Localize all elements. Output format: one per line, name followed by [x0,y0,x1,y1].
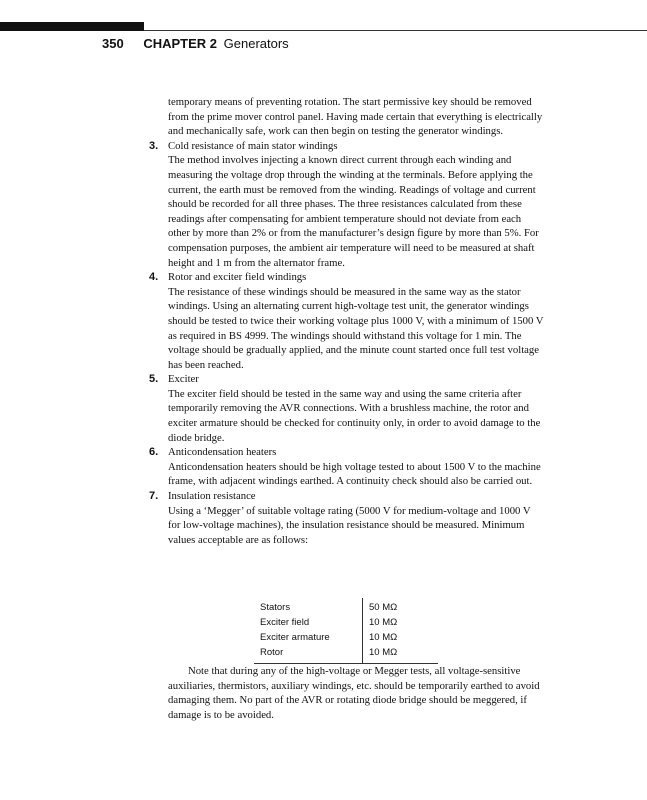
list-item [149,372,544,445]
running-header [102,36,289,52]
item-number: 7. [149,490,159,503]
table-row [254,615,438,630]
table-label: Stators [260,602,291,613]
header-rule [144,30,647,31]
item-title: Rotor and exciter field windings [168,271,307,284]
item-text: Anticondensation heaters should be high voltage tested to about 1500 V to the machine frame, with adjacent windings earthed. A continuity check should also be carried out. [168,460,541,488]
table-row [254,630,438,645]
list-item [149,445,544,489]
item-title: Insulation resistance [168,490,256,503]
table-label: Exciter armature [260,632,330,643]
table-label: Exciter field [260,617,310,628]
item-text: The resistance of these windings should be measured in the same way as the stator windings. Using an alternating current high-voltage test unit, the generator windings should be tested to twice their working voltage plus 1000 V, with a minimum of 1500 V as required in BS 4999. The windings should withstand this voltage for 1 min. The voltage should be gradually applied, and the minute count started once full test voltage has been reached. [168,285,544,371]
list-item [149,489,544,547]
note-paragraph: Note that during any of the high-voltage or Megger tests, all voltage-sensitive auxiliaries, thermistors, auxiliary windings, etc. should be temporarily earthed to avoid damaging them. No part of the AVR or rotating diode bridge should be meggered, if damage is to be avoided. [168,665,540,721]
list-item [149,139,544,270]
item-number: 4. [149,271,159,284]
table-value: 10 MΩ [362,615,438,630]
intro-paragraph: temporary means of preventing rotation. The start permissive key should be removed from the prime mover control panel. Having made certain that everything is electrically and mechanically safe, work can then begin on testing the generator windings. [168,96,543,138]
table-value: 10 MΩ [362,645,438,663]
item-title: Cold resistance of main stator windings [168,139,338,152]
chapter-title: Generators [223,36,289,51]
page-number: 350 [102,36,124,51]
table-label: Rotor [260,647,284,658]
table-value: 50 MΩ [362,598,438,615]
item-text: The exciter field should be tested in the same way and using the same criteria after temporarily removing the AVR connections. With a brushless machine, the rotor and exciter armature should be checked for continuity only, in order to avoid damage to the diode bridge. [168,387,541,444]
item-text: Using a ‘Megger’ of suitable voltage rating (5000 V for medium-voltage and 1000 V for low-voltage machines), the insulation resistance should be measured. Minimum values acceptable are as follows: [168,504,531,546]
header-bar [0,22,144,31]
list-item [149,270,544,372]
item-number: 6. [149,446,159,459]
table-value: 10 MΩ [362,630,438,645]
item-title: Exciter [168,373,199,386]
body-text [149,95,544,547]
chapter-label: CHAPTER 2 [143,36,218,51]
insulation-resistance-table [254,598,438,664]
item-text: The method involves injecting a known direct current through each winding and measuring the voltage drop through the winding at the terminals. Before applying the current, the earth must be removed from the winding. Readings of voltage and current should be recorded for all three phases. The three resistances calculated from these readings after compensating for ambient temperature should not deviate from each other by more than 2% or from the manufacturer’s design figure by more than 5%. For compensation purposes, the ambient air temperature will need to be measured at shaft height and 1 m from the alternator frame. [168,154,539,269]
item-number: 5. [149,373,159,386]
item-number: 3. [149,139,159,152]
table-row [254,645,438,663]
table-row [254,598,438,615]
item-title: Anticondensation heaters [168,446,277,459]
